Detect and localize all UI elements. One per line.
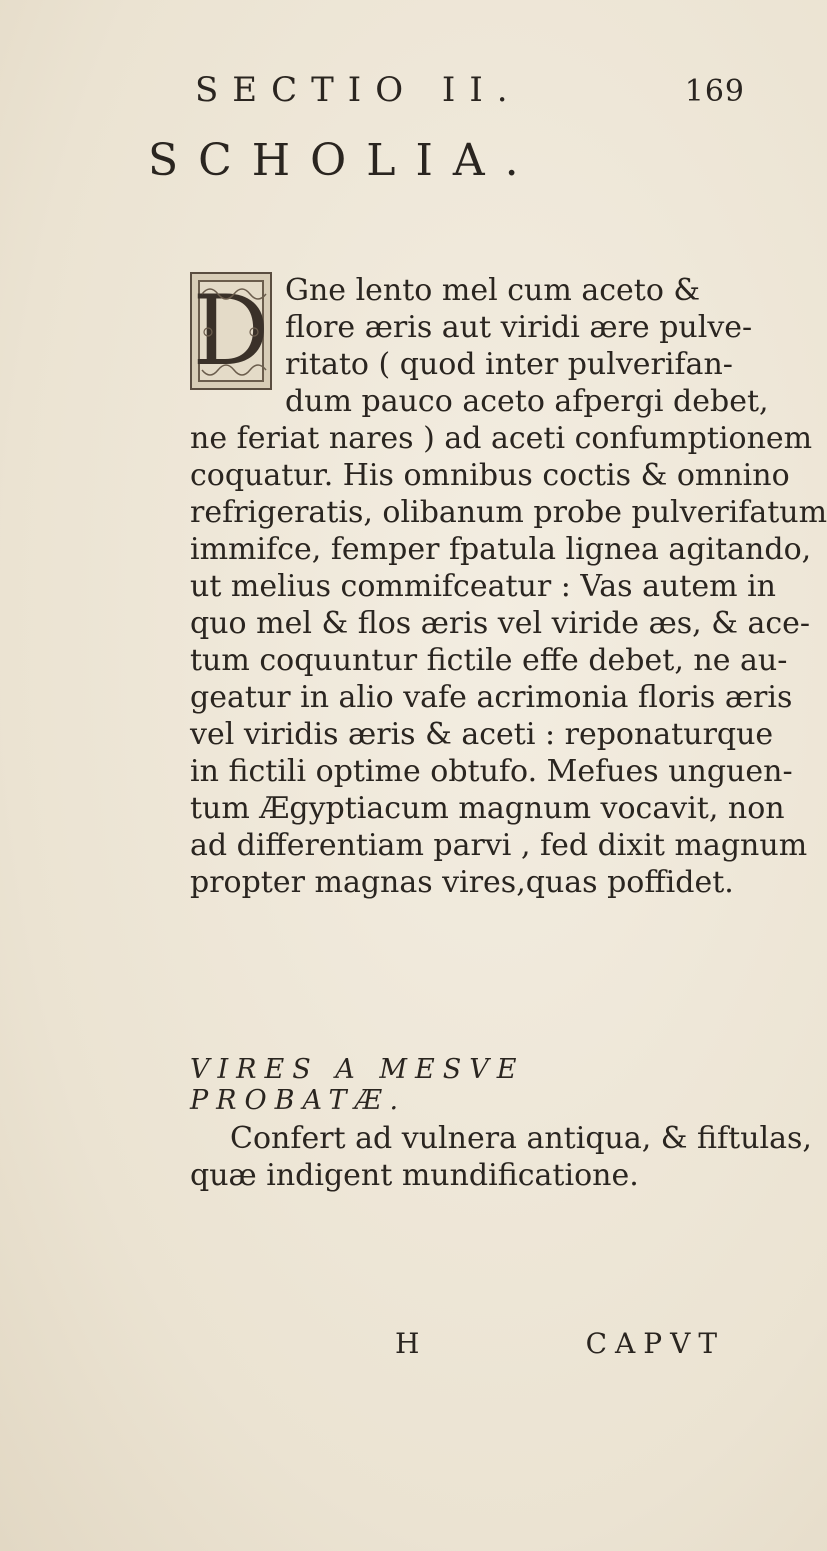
text-line: ad differentiam parvi , fed dixit magnum	[190, 828, 808, 863]
catchword: CAPVT	[585, 1327, 725, 1360]
signature-mark: H	[395, 1327, 420, 1360]
text-line: tum Ægyptiacum magnum vocavit, non	[190, 791, 785, 826]
running-head	[195, 70, 745, 120]
scholia-heading: SCHOLIA.	[148, 135, 539, 186]
text-line: dum pauco aceto afpergi debet,	[285, 384, 769, 419]
text-line: tum coquuntur fictile effe debet, ne au-	[190, 643, 788, 678]
text-line: propter magnas vires,quas poffidet.	[190, 865, 734, 900]
text-line: refrigeratis, olibanum probe pulverifatum	[190, 495, 827, 530]
text-line: in fictili optime obtufo. Mefues unguen-	[190, 754, 793, 789]
text-line: flore æris aut viridi ære pulve-	[285, 310, 753, 345]
footer-catchwords	[395, 1327, 725, 1367]
drop-cap-initial	[190, 272, 272, 390]
text-line: ritato ( quod inter pulverifan-	[285, 347, 733, 382]
section-title: SECTIO II.	[195, 70, 522, 110]
paragraph-2	[190, 1120, 812, 1194]
paragraph-1	[190, 272, 827, 901]
text-line: Confert ad vulnera antiqua, & fiftulas,	[230, 1121, 812, 1156]
vires-subheading: VIRES A MESVE PROBATÆ.	[190, 1054, 525, 1116]
drop-cap-letter: D	[192, 275, 270, 387]
text-line: Gne lento mel cum aceto &	[285, 273, 701, 308]
text-line: coquatur. His omnibus coctis & omnino	[190, 458, 790, 493]
text-line: ut melius commifceatur : Vas autem in	[190, 569, 776, 604]
text-line: vel viridis æris & aceti : reponaturque	[190, 717, 774, 752]
text-line: geatur in alio vafe acrimonia floris æris	[190, 680, 793, 715]
text-line: ne feriat nares ) ad aceti confumptionem	[190, 421, 813, 456]
text-line: quo mel & flos æris vel viride æs, & ace-	[190, 606, 811, 641]
text-line: immifce, femper fpatula lignea agitando,	[190, 532, 812, 567]
page-number: 169	[684, 74, 745, 109]
text-line: quæ indigent mundificatione.	[190, 1158, 639, 1193]
